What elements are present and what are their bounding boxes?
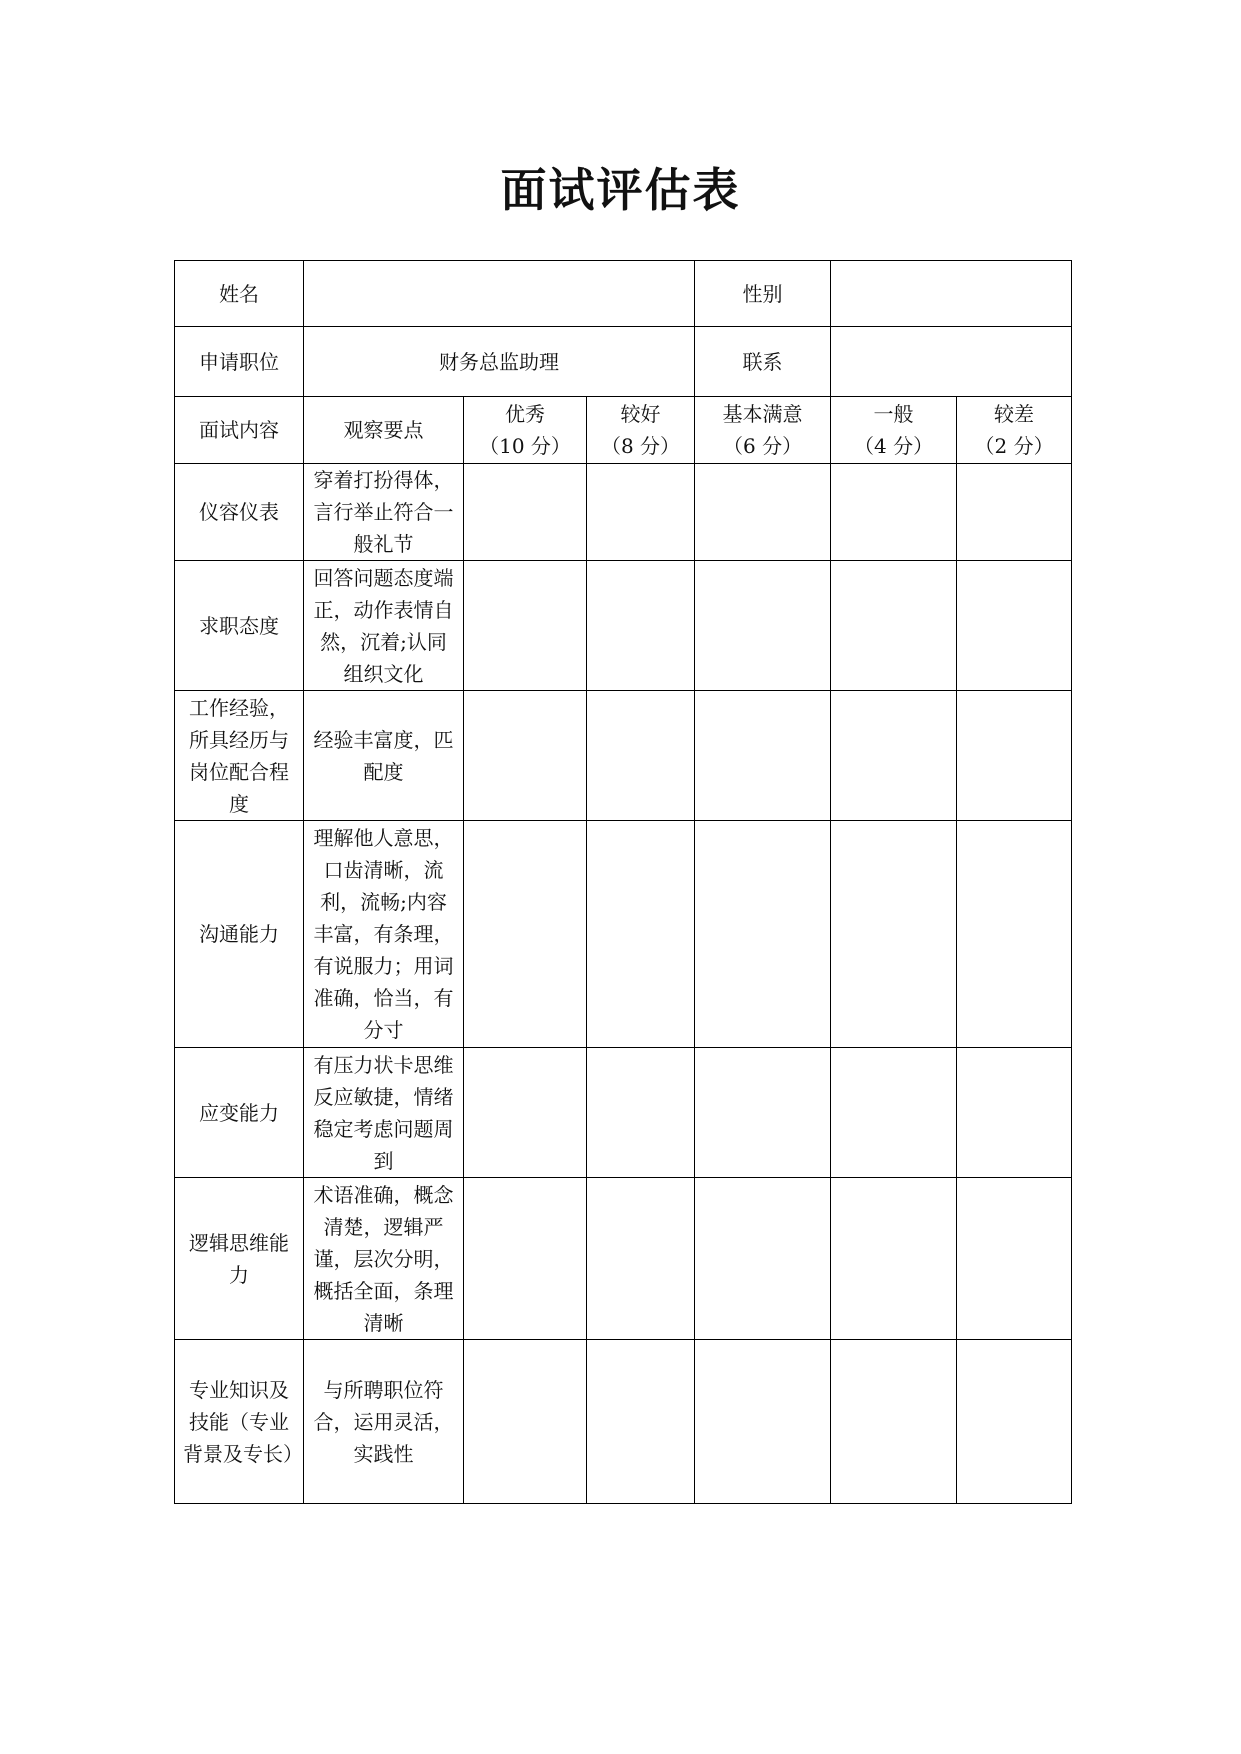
grade-score: （4 分）	[853, 434, 934, 458]
score-cell[interactable]	[695, 1340, 831, 1504]
score-cell[interactable]	[957, 821, 1072, 1048]
criteria-points: 穿着打扮得体，言行举止符合一般礼节	[304, 464, 464, 561]
criteria-content: 仪容仪表	[175, 464, 304, 561]
score-cell[interactable]	[957, 1048, 1072, 1178]
score-cell[interactable]	[587, 821, 695, 1048]
criteria-points: 与所聘职位符合，运用灵活，实践性	[304, 1340, 464, 1504]
column-header-row	[175, 397, 1072, 464]
criteria-content: 沟通能力	[175, 821, 304, 1048]
score-cell[interactable]	[587, 464, 695, 561]
criteria-row	[175, 1178, 1072, 1340]
score-cell[interactable]	[831, 1178, 957, 1340]
score-cell[interactable]	[587, 691, 695, 821]
criteria-row	[175, 464, 1072, 561]
contact-label: 联系	[695, 327, 831, 397]
position-row	[175, 327, 1072, 397]
score-cell[interactable]	[831, 691, 957, 821]
criteria-points: 回答问题态度端正，动作表情自然，沉着;认同组织文化	[304, 561, 464, 691]
score-cell[interactable]	[587, 1048, 695, 1178]
score-cell[interactable]	[464, 561, 587, 691]
score-cell[interactable]	[464, 1048, 587, 1178]
criteria-content: 专业知识及技能（专业背景及专长）	[175, 1340, 304, 1504]
criteria-content: 逻辑思维能力	[175, 1178, 304, 1340]
score-cell[interactable]	[957, 691, 1072, 821]
grade-header-average	[831, 397, 957, 464]
score-cell[interactable]	[957, 561, 1072, 691]
criteria-content: 应变能力	[175, 1048, 304, 1178]
grade-name: 基本满意	[722, 402, 803, 426]
score-cell[interactable]	[831, 561, 957, 691]
score-cell[interactable]	[464, 1340, 587, 1504]
score-cell[interactable]	[957, 464, 1072, 561]
criteria-content: 求职态度	[175, 561, 304, 691]
score-cell[interactable]	[695, 821, 831, 1048]
score-cell[interactable]	[587, 1178, 695, 1340]
criteria-content: 工作经验，所具经历与岗位配合程度	[175, 691, 304, 821]
name-row	[175, 261, 1072, 327]
grade-name: 优秀	[505, 402, 545, 426]
criteria-row	[175, 821, 1072, 1048]
criteria-points: 经验丰富度，匹配度	[304, 691, 464, 821]
criteria-row	[175, 1048, 1072, 1178]
score-cell[interactable]	[831, 821, 957, 1048]
score-cell[interactable]	[957, 1178, 1072, 1340]
criteria-points: 术语准确，概念清楚，逻辑严谨，层次分明，概括全面，条理清晰	[304, 1178, 464, 1340]
score-cell[interactable]	[464, 821, 587, 1048]
grade-name: 较好	[620, 402, 661, 426]
gender-field[interactable]	[831, 261, 1072, 327]
contact-field[interactable]	[831, 327, 1072, 397]
grade-header-satisfactory	[695, 397, 831, 464]
criteria-points: 有压力状卡思维反应敏捷，情绪稳定考虑问题周到	[304, 1048, 464, 1178]
grade-name: 较差	[994, 402, 1035, 426]
score-cell[interactable]	[464, 691, 587, 821]
points-column-header: 观察要点	[304, 397, 464, 464]
score-cell[interactable]	[957, 1340, 1072, 1504]
grade-score: （8 分）	[600, 434, 681, 458]
grade-header-poor	[957, 397, 1072, 464]
content-column-header: 面试内容	[175, 397, 304, 464]
score-cell[interactable]	[587, 1340, 695, 1504]
score-cell[interactable]	[831, 464, 957, 561]
score-cell[interactable]	[695, 464, 831, 561]
grade-score: （6 分）	[722, 434, 803, 458]
grade-score: （10 分）	[479, 434, 571, 458]
name-field[interactable]	[304, 261, 695, 327]
page-title: 面试评估表	[500, 163, 741, 217]
grade-header-excellent	[464, 397, 587, 464]
score-cell[interactable]	[695, 561, 831, 691]
score-cell[interactable]	[695, 1178, 831, 1340]
score-cell[interactable]	[464, 464, 587, 561]
name-label: 姓名	[175, 261, 304, 327]
criteria-points: 理解他人意思，口齿清晰，流利，流畅;内容丰富，有条理，有说服力；用词准确，恰当，有分寸	[304, 821, 464, 1048]
score-cell[interactable]	[695, 691, 831, 821]
grade-name: 一般	[873, 402, 914, 426]
evaluation-table	[174, 260, 1072, 1504]
grade-header-good	[587, 397, 695, 464]
grade-score: （2 分）	[974, 434, 1054, 458]
score-cell[interactable]	[587, 561, 695, 691]
criteria-row	[175, 1340, 1072, 1504]
score-cell[interactable]	[831, 1340, 957, 1504]
position-label: 申请职位	[175, 327, 304, 397]
gender-label: 性别	[695, 261, 831, 327]
position-field[interactable]: 财务总监助理	[304, 327, 695, 397]
criteria-row	[175, 691, 1072, 821]
score-cell[interactable]	[831, 1048, 957, 1178]
score-cell[interactable]	[695, 1048, 831, 1178]
criteria-row	[175, 561, 1072, 691]
score-cell[interactable]	[464, 1178, 587, 1340]
